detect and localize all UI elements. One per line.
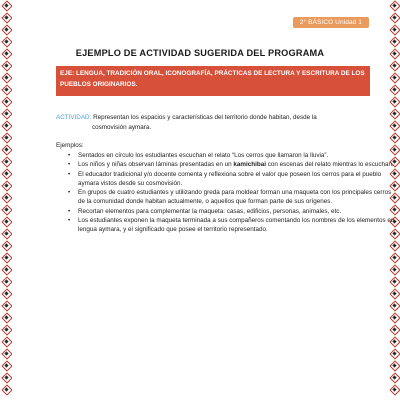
border-motif	[389, 372, 399, 384]
list-item: • El educador tradicional y/o docente comenta y reflexiona sobre el valor que poseen los cerros para el pueblo aymara vistos desde su cosmovisión.	[78, 170, 396, 189]
border-motif	[1, 312, 11, 324]
border-motif	[1, 336, 11, 348]
border-motif	[1, 360, 11, 372]
border-motif	[389, 84, 399, 96]
border-motif	[389, 264, 399, 276]
border-motif	[389, 324, 399, 336]
border-motif	[1, 252, 11, 264]
border-motif	[1, 240, 11, 252]
border-motif	[1, 288, 11, 300]
examples-list	[56, 151, 396, 235]
border-motif	[389, 288, 399, 300]
border-motif	[389, 312, 399, 324]
border-motif	[1, 372, 11, 384]
activity-statement	[56, 113, 374, 132]
border-motif	[1, 300, 11, 312]
border-motif	[389, 120, 399, 132]
border-motif	[389, 60, 399, 72]
border-motif	[1, 144, 11, 156]
border-motif	[1, 12, 11, 24]
examples-label: Ejemplos:	[56, 142, 84, 149]
border-motif	[1, 348, 11, 360]
border-motif	[389, 360, 399, 372]
border-motif	[1, 108, 11, 120]
border-motif	[1, 120, 11, 132]
border-motif	[1, 132, 11, 144]
border-motif	[389, 300, 399, 312]
list-item: • Sentados en círculo los estudiantes escuchan el relato “Los cerros que llamaron la lluvia”.	[78, 151, 396, 160]
border-motif	[389, 252, 399, 264]
axis-banner: EJE: LENGUA, TRADICIÓN ORAL, ICONOGRAFÍA, PRÁCTICAS DE LECTURA Y ESCRITURA DE LOS PUEBLOS ORIGINARIOS.	[56, 66, 370, 96]
border-motif	[1, 324, 11, 336]
border-motif	[389, 336, 399, 348]
border-motif	[1, 204, 11, 216]
border-motif	[389, 0, 399, 12]
border-motif	[1, 180, 11, 192]
border-motif	[1, 72, 11, 84]
border-motif	[389, 72, 399, 84]
left-decorative-border	[0, 0, 12, 400]
border-motif	[1, 216, 11, 228]
border-motif	[389, 12, 399, 24]
border-motif	[389, 108, 399, 120]
border-motif	[389, 132, 399, 144]
unit-tab: 2° BÁSICO Unidad 1	[293, 17, 369, 28]
border-motif	[1, 36, 11, 48]
border-motif	[1, 192, 11, 204]
border-motif	[389, 240, 399, 252]
border-motif	[1, 384, 11, 396]
border-motif	[1, 0, 11, 12]
border-motif	[1, 96, 11, 108]
list-item: • Los niños y niñas observan láminas presentadas en un kamichibai con escenas del relato mientras lo escuchan.	[78, 160, 396, 169]
activity-label: ACTIVIDAD:	[56, 114, 92, 121]
border-motif	[1, 84, 11, 96]
border-motif	[1, 228, 11, 240]
list-item: • Los estudiantes exponen la maqueta terminada a sus compañeros comentando los nombres de los elementos en lengua aymara, y el significado que posee el territorio representado.	[78, 216, 396, 235]
page-title: EJEMPLO DE ACTIVIDAD SUGERIDA DEL PROGRAMA	[75, 48, 325, 58]
list-item: • Recortan elementos para complementar la maqueta: casas, edificios, personas, animales, etc.	[78, 207, 396, 216]
list-item: • En grupos de cuatro estudiantes y utilizando greda para moldear forman una maqueta con los principales cerros de la comunidad donde habitan actualmente, o aquellos que forman parte de sus orígenes.	[78, 188, 396, 207]
border-motif	[1, 60, 11, 72]
border-motif	[1, 24, 11, 36]
border-motif	[1, 276, 11, 288]
border-motif	[389, 96, 399, 108]
border-motif	[389, 36, 399, 48]
border-motif	[389, 24, 399, 36]
border-motif	[1, 264, 11, 276]
kamichibai-term: kamichibai	[233, 161, 266, 169]
activity-text: Representan los espacios y características del territorio donde habitan, desde la	[93, 114, 317, 121]
border-motif	[389, 384, 399, 396]
border-motif	[1, 168, 11, 180]
border-motif	[389, 276, 399, 288]
border-motif	[1, 156, 11, 168]
activity-text-continued: cosmovisión aymara.	[92, 123, 152, 131]
border-motif	[389, 348, 399, 360]
